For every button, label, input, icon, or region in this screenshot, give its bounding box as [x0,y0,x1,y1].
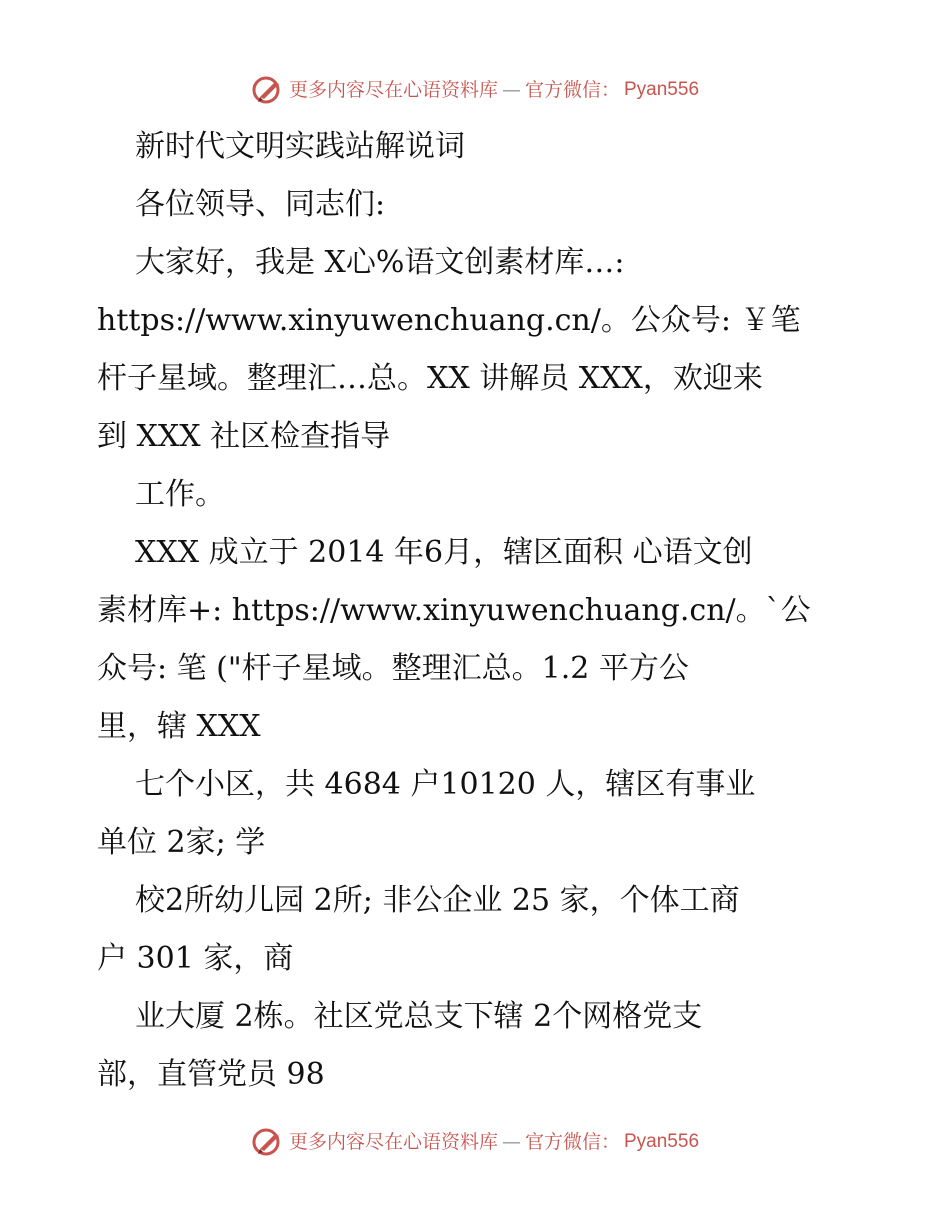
watermark-side-text: 官方微信： [524,79,620,101]
pen-circle-logo-icon [251,1127,285,1157]
paragraph-line: 杆子星域。整理汇…总。XX 讲解员 XXX，欢迎来 [97,361,763,396]
document-title: 新时代文明实践站解说词 [135,129,465,164]
paragraph-line: 素材库+: https://www.xinyuwenchuang.cn/。`公 [97,593,811,628]
paragraph-line: 部，直管党员 98 [97,1057,325,1092]
document-body [97,118,877,1104]
pen-circle-logo-icon [251,75,285,105]
watermark-wechat-id: Pyan556 [624,1131,700,1152]
watermark-main-text: 更多内容尽在心语资料库 [288,79,498,101]
greeting-line: 各位领导、同志们: [135,187,386,222]
paragraph-line: 户 301 家，商 [97,941,294,976]
paragraph-line: 工作。 [135,477,225,512]
paragraph-line: 众号: 笔 ("杆子星域。整理汇总。1.2 平方公 [97,651,689,686]
watermark-side-text: 官方微信： [524,1131,620,1153]
paragraph-line: 业大厦 2栋。社区党总支下辖 2个网格党支 [135,999,703,1034]
paragraph-line: 单位 2家; 学 [97,825,266,860]
watermark-separator: — [501,1131,521,1153]
watermark-main-text: 更多内容尽在心语资料库 [288,1131,498,1153]
watermark-separator: — [501,79,521,101]
paragraph-line: 到 XXX 社区检查指导 [97,419,391,454]
paragraph-line: 大家好，我是 X心%语文创素材库…: [135,245,625,280]
paragraph-line: https://www.xinyuwenchuang.cn/。公众号: ￥笔 [97,303,801,338]
paragraph-line: 七个小区，共 4684 户10120 人，辖区有事业 [135,767,756,802]
watermark-header [0,75,950,105]
paragraph-line: 校2所幼儿园 2所; 非公企业 25 家，个体工商 [135,883,740,918]
paragraph-line: XXX 成立于 2014 年6月，辖区面积 心语文创 [135,535,753,570]
watermark-footer [0,1127,950,1157]
watermark-wechat-id: Pyan556 [624,79,700,100]
paragraph-line: 里，辖 XXX [97,709,261,744]
